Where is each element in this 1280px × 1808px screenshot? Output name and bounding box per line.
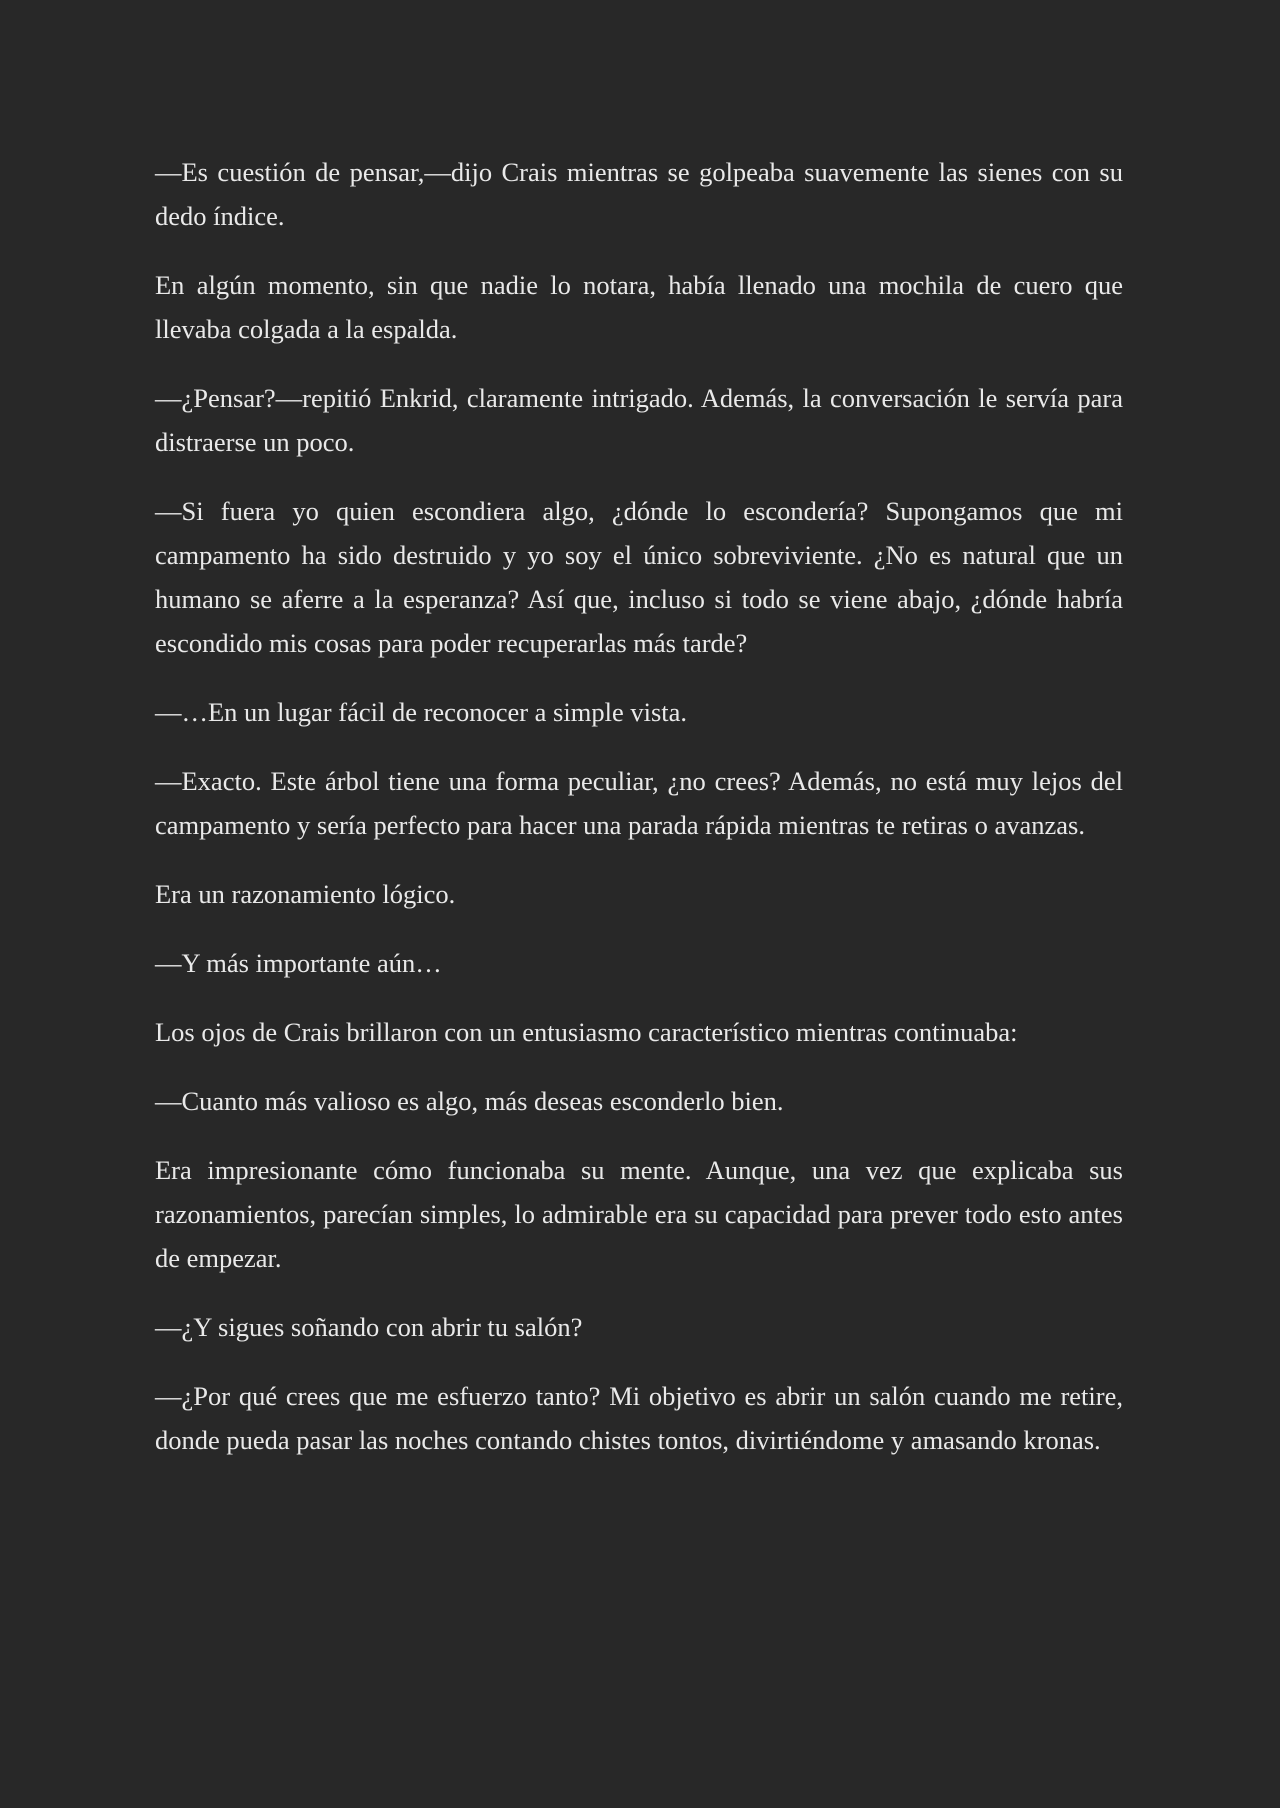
paragraph: Era impresionante cómo funcionaba su mente. Aunque, una vez que explicaba sus razonamientos, parecían simples, lo admirable era su capacidad para prever todo esto antes de empezar.: [155, 1155, 1123, 1273]
paragraph: —Cuanto más valioso es algo, más deseas esconderlo bien.: [155, 1086, 784, 1116]
reading-content: [155, 150, 1123, 1462]
paragraph: —…En un lugar fácil de reconocer a simple vista.: [155, 697, 688, 727]
paragraph: —¿Por qué crees que me esfuerzo tanto? Mi objetivo es abrir un salón cuando me retire, donde pueda pasar las noches contando chistes tontos, divirtiéndome y amasando kronas.: [155, 1381, 1123, 1455]
paragraph: —Exacto. Este árbol tiene una forma peculiar, ¿no crees? Además, no está muy lejos del campamento y sería perfecto para hacer una parada rápida mientras te retiras o avanzas.: [155, 766, 1123, 840]
paragraph: Los ojos de Crais brillaron con un entusiasmo característico mientras continuaba:: [155, 1017, 1018, 1047]
paragraph: —¿Pensar?—repitió Enkrid, claramente intrigado. Además, la conversación le servía para distraerse un poco.: [155, 383, 1123, 457]
paragraph: En algún momento, sin que nadie lo notara, había llenado una mochila de cuero que llevaba colgada a la espalda.: [155, 270, 1123, 344]
paragraph: —Si fuera yo quien escondiera algo, ¿dónde lo escondería? Supongamos que mi campamento ha sido destruido y yo soy el único sobreviviente. ¿No es natural que un humano se aferre a la esperanza? Así que, incluso si todo se viene abajo, ¿dónde habría escondido mis cosas para poder recuperarlas más tarde?: [155, 496, 1123, 658]
paragraph: Era un razonamiento lógico.: [155, 879, 456, 909]
paragraph: —Es cuestión de pensar,—dijo Crais mientras se golpeaba suavemente las sienes con su dedo índice.: [155, 157, 1123, 231]
paragraph: —¿Y sigues soñando con abrir tu salón?: [155, 1312, 583, 1342]
paragraph: —Y más importante aún…: [155, 948, 442, 978]
